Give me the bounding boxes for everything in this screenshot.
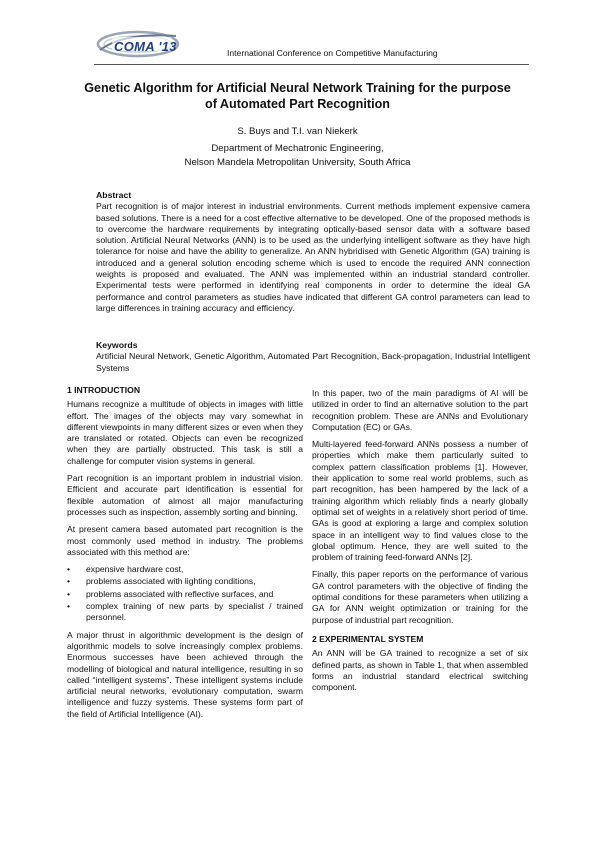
list-item: • complex training of new parts by specialist / trained personnel.	[67, 601, 303, 624]
university: Nelson Mandela Metropolitan University, South Africa	[184, 157, 411, 168]
right-column	[312, 388, 528, 699]
list-item: • problems associated with reflective surfaces, and	[67, 589, 303, 600]
logo-text: COMA '13	[114, 39, 177, 54]
section-heading-introduction: 1 INTRODUCTION	[67, 385, 141, 395]
keywords-text: Artificial Neural Network, Genetic Algorithm, Automated Part Recognition, Back-propagation, Industrial Intelligent Systems	[96, 351, 530, 373]
keywords-heading: Keywords	[96, 340, 138, 350]
paragraph: A major thrust in algorithmic development is the design of algorithmic models to solve increasingly complex problems. Enormous successes have been achieved through the modelling of biological and natural intelligence, resulting in so called “intelligent systems”. These intelligent systems include artificial neural networks, evolutionary computation, swarm intelligence and fuzzy systems. These systems form part of the field of Artificial Intelligence (AI).	[67, 629, 303, 719]
header-divider	[94, 64, 529, 65]
paragraph: At present camera based automated part recognition is the most commonly used method in industry. The problems associated with this method are:	[67, 524, 303, 557]
page-header	[94, 26, 524, 60]
paragraph: Humans recognize a multitude of objects in images with little effort. The images of the objects may vary somewhat in different viewpoints in many different sizes or even when they are translated or rotated. Objects can even be recognized when they are partially obstructed. This task is still a challenge for computer vision systems in general.	[67, 399, 303, 466]
keywords	[96, 340, 530, 374]
problems-list	[67, 564, 303, 623]
section-heading-experimental-system: 2 EXPERIMENTAL SYSTEM	[312, 633, 424, 644]
list-item: • expensive hardware cost,	[67, 564, 303, 575]
paper-authors: S. Buys and T.I. van Niekerk	[237, 126, 358, 137]
left-column	[67, 385, 303, 726]
department: Department of Mechatronic Engineering,	[211, 143, 384, 154]
list-item: • problems associated with lighting conditions,	[67, 576, 303, 587]
abstract-heading: Abstract	[96, 190, 132, 200]
abstract	[96, 190, 530, 314]
paragraph: Finally, this paper reports on the performance of various GA control parameters with the objective of finding the optimal conditions for these parameters when utilizing a GA for ANN weight optimization or training for the purpose of industrial part recognition.	[312, 569, 528, 625]
author-affiliation	[80, 142, 515, 170]
conference-logo	[94, 26, 214, 60]
paper-title: Genetic Algorithm for Artificial Neural Network Training for the purpose of Automated Part Recognition	[84, 81, 511, 111]
paragraph: Multi-layered feed-forward ANNs possess a number of properties which make them particularly suited to complex pattern classification problems [1]. However, their application to some real world problems, such as part recognition, has been hampered by the lack of a training algorithm which reliably finds a nearly globally optimal set of weights in a relatively short period of time. GAs is good at exploring a large and complex solution space in an intelligent way to find values close to the global optimum. Hence, they are well suited to the problem of training feed-forward ANNs [2].	[312, 439, 528, 563]
conference-name: International Conference on Competitive Manufacturing	[227, 48, 438, 58]
paragraph: Part recognition is an important problem in industrial vision. Efficient and accurate part identification is essential for flexible automation of almost all major manufacturing processes such as inspection, assembly sorting and binning.	[67, 473, 303, 517]
abstract-text: Part recognition is of major interest in industrial environments. Current methods implement expensive camera based solutions. There is a need for a cost effective alternative to be developed. One of the proposed methods is to overcome the hardware requirements by integrating optically-based sensor data with a software based solution. Artificial Neural Networks (ANN) is to be used as the underlying intelligent software as they have high tolerance for noise and have the ability to generalize. An ANN hybridised with Genetic Algorithm (GA) training is introduced and a general solution encoding scheme which is used to encode the required ANN connection weights is proposed and evaluated. The ANN was implemented within an industrial standard controller. Experimental tests were performed in identifying real components in order to determine the ideal GA performance and control parameters as studies have indicated that different GA control parameters can lead to large differences in training accuracy and efficiency.	[96, 201, 530, 313]
paragraph: An ANN will be GA trained to recognize a set of six defined parts, as shown in Table 1, that when assembled forms an industrial standard electrical switching component.	[312, 648, 528, 693]
paragraph: In this paper, two of the main paradigms of AI will be utilized in order to find an alternative solution to the part recognition problem. These are ANNs and Evolutionary Computation (EC) or GAs.	[312, 388, 528, 432]
